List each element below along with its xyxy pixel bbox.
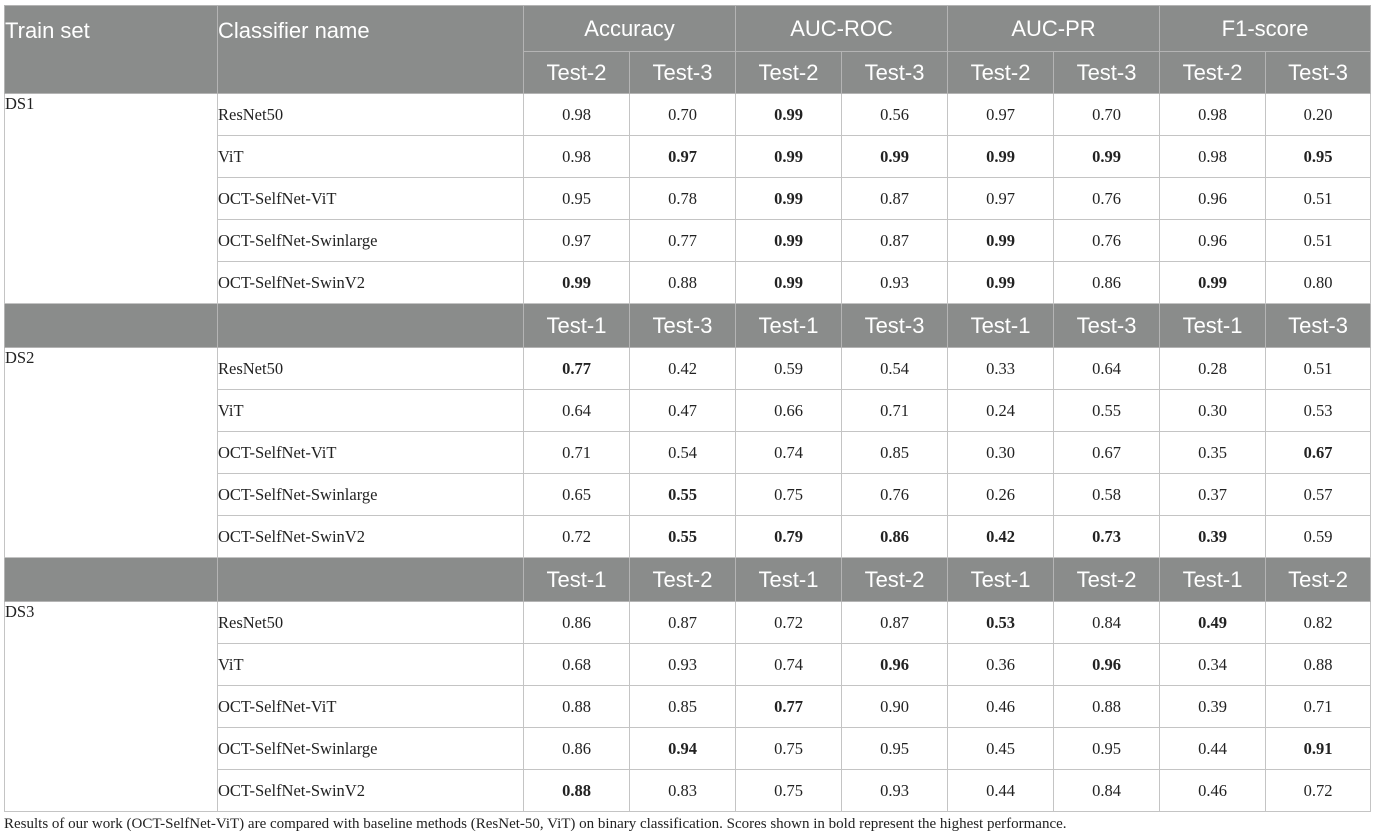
test-header-cell: Test-3 (1054, 304, 1160, 348)
score-cell: 0.86 (524, 602, 630, 644)
score-cell: 0.67 (1054, 432, 1160, 474)
score-cell: 0.96 (1054, 644, 1160, 686)
test-header-cell: Test-2 (524, 52, 630, 94)
score-cell: 0.47 (630, 390, 736, 432)
score-cell: 0.88 (524, 770, 630, 812)
score-cell: 0.77 (524, 348, 630, 390)
score-cell: 0.99 (736, 94, 842, 136)
score-cell: 0.55 (630, 474, 736, 516)
table-caption: Results of our work (OCT-SelfNet-ViT) are compared with baseline methods (ResNet-50, ViT) on binary classification. Scores shown in bold represent the highest performance. (4, 816, 1067, 832)
score-cell: 0.96 (842, 644, 948, 686)
score-cell: 0.39 (1160, 686, 1266, 728)
test-header-cell: Test-1 (948, 304, 1054, 348)
score-cell: 0.71 (1266, 686, 1371, 728)
empty-header-cell (218, 558, 524, 602)
score-cell: 0.70 (630, 94, 736, 136)
train-set-cell: DS2 (5, 348, 218, 558)
score-cell: 0.58 (1054, 474, 1160, 516)
test-header-cell: Test-1 (524, 558, 630, 602)
score-cell: 0.71 (524, 432, 630, 474)
score-cell: 0.44 (1160, 728, 1266, 770)
score-cell: 0.99 (948, 136, 1054, 178)
classifier-name-cell: ViT (218, 390, 524, 432)
score-cell: 0.87 (842, 178, 948, 220)
score-cell: 0.85 (842, 432, 948, 474)
score-cell: 0.77 (736, 686, 842, 728)
score-cell: 0.99 (948, 220, 1054, 262)
score-cell: 0.85 (630, 686, 736, 728)
score-cell: 0.70 (1054, 94, 1160, 136)
score-cell: 0.72 (736, 602, 842, 644)
score-cell: 0.53 (1266, 390, 1371, 432)
score-cell: 0.53 (948, 602, 1054, 644)
score-cell: 0.55 (1054, 390, 1160, 432)
score-cell: 0.98 (1160, 136, 1266, 178)
empty-header-cell (218, 304, 524, 348)
score-cell: 0.82 (1266, 602, 1371, 644)
score-cell: 0.44 (948, 770, 1054, 812)
score-cell: 0.87 (842, 220, 948, 262)
score-cell: 0.80 (1266, 262, 1371, 304)
score-cell: 0.99 (524, 262, 630, 304)
header-metric-accuracy: Accuracy (524, 6, 736, 52)
score-cell: 0.39 (1160, 516, 1266, 558)
score-cell: 0.83 (630, 770, 736, 812)
score-cell: 0.26 (948, 474, 1054, 516)
score-cell: 0.56 (842, 94, 948, 136)
score-cell: 0.99 (736, 262, 842, 304)
score-cell: 0.84 (1054, 770, 1160, 812)
score-cell: 0.99 (948, 262, 1054, 304)
score-cell: 0.73 (1054, 516, 1160, 558)
header-metric-auc-pr: AUC-PR (948, 6, 1160, 52)
test-header-cell: Test-2 (1160, 52, 1266, 94)
score-cell: 0.86 (842, 516, 948, 558)
classifier-name-cell: ViT (218, 136, 524, 178)
score-cell: 0.46 (1160, 770, 1266, 812)
score-cell: 0.55 (630, 516, 736, 558)
score-cell: 0.20 (1266, 94, 1371, 136)
score-cell: 0.98 (1160, 94, 1266, 136)
score-cell: 0.93 (842, 262, 948, 304)
header-metric-f1-score: F1-score (1160, 6, 1371, 52)
test-header-row (5, 304, 1371, 348)
score-cell: 0.88 (630, 262, 736, 304)
score-cell: 0.34 (1160, 644, 1266, 686)
score-cell: 0.57 (1266, 474, 1371, 516)
score-cell: 0.94 (630, 728, 736, 770)
classifier-name-cell: ViT (218, 644, 524, 686)
score-cell: 0.98 (524, 136, 630, 178)
score-cell: 0.64 (524, 390, 630, 432)
score-cell: 0.99 (1054, 136, 1160, 178)
score-cell: 0.72 (1266, 770, 1371, 812)
score-cell: 0.76 (842, 474, 948, 516)
score-cell: 0.59 (1266, 516, 1371, 558)
score-cell: 0.72 (524, 516, 630, 558)
score-cell: 0.98 (524, 94, 630, 136)
header-train-set: Train set (5, 6, 218, 94)
score-cell: 0.78 (630, 178, 736, 220)
score-cell: 0.77 (630, 220, 736, 262)
test-header-cell: Test-2 (842, 558, 948, 602)
classifier-name-cell: OCT-SelfNet-ViT (218, 686, 524, 728)
score-cell: 0.79 (736, 516, 842, 558)
train-set-cell: DS3 (5, 602, 218, 812)
classifier-name-cell: OCT-SelfNet-Swinlarge (218, 728, 524, 770)
score-cell: 0.97 (524, 220, 630, 262)
score-cell: 0.35 (1160, 432, 1266, 474)
score-cell: 0.49 (1160, 602, 1266, 644)
classifier-name-cell: ResNet50 (218, 348, 524, 390)
score-cell: 0.75 (736, 728, 842, 770)
test-header-cell: Test-1 (736, 558, 842, 602)
score-cell: 0.76 (1054, 178, 1160, 220)
score-cell: 0.67 (1266, 432, 1371, 474)
score-cell: 0.97 (630, 136, 736, 178)
score-cell: 0.91 (1266, 728, 1371, 770)
score-cell: 0.99 (736, 220, 842, 262)
classifier-name-cell: OCT-SelfNet-ViT (218, 178, 524, 220)
score-cell: 0.86 (524, 728, 630, 770)
test-header-cell: Test-3 (842, 52, 948, 94)
classifier-name-cell: OCT-SelfNet-ViT (218, 432, 524, 474)
score-cell: 0.95 (842, 728, 948, 770)
score-cell: 0.42 (948, 516, 1054, 558)
test-header-cell: Test-2 (1266, 558, 1371, 602)
score-cell: 0.96 (1160, 178, 1266, 220)
test-header-row (5, 558, 1371, 602)
score-cell: 0.28 (1160, 348, 1266, 390)
score-cell: 0.24 (948, 390, 1054, 432)
score-cell: 0.87 (630, 602, 736, 644)
score-cell: 0.97 (948, 94, 1054, 136)
classifier-name-cell: OCT-SelfNet-SwinV2 (218, 516, 524, 558)
score-cell: 0.86 (1054, 262, 1160, 304)
header-row (5, 6, 1371, 52)
score-cell: 0.64 (1054, 348, 1160, 390)
score-cell: 0.95 (524, 178, 630, 220)
score-cell: 0.97 (948, 178, 1054, 220)
score-cell: 0.88 (1054, 686, 1160, 728)
empty-header-cell (5, 558, 218, 602)
score-cell: 0.88 (1266, 644, 1371, 686)
score-cell: 0.76 (1054, 220, 1160, 262)
score-cell: 0.87 (842, 602, 948, 644)
classifier-name-cell: ResNet50 (218, 94, 524, 136)
test-header-cell: Test-1 (524, 304, 630, 348)
score-cell: 0.93 (842, 770, 948, 812)
table-body (5, 6, 1371, 812)
test-header-cell: Test-1 (736, 304, 842, 348)
test-header-cell: Test-2 (1054, 558, 1160, 602)
test-header-cell: Test-3 (842, 304, 948, 348)
score-cell: 0.95 (1266, 136, 1371, 178)
test-header-cell: Test-3 (1266, 304, 1371, 348)
train-set-cell: DS1 (5, 94, 218, 304)
header-classifier-name: Classifier name (218, 6, 524, 94)
score-cell: 0.51 (1266, 178, 1371, 220)
score-cell: 0.51 (1266, 348, 1371, 390)
score-cell: 0.99 (736, 178, 842, 220)
score-cell: 0.59 (736, 348, 842, 390)
score-cell: 0.45 (948, 728, 1054, 770)
score-cell: 0.37 (1160, 474, 1266, 516)
test-header-cell: Test-2 (630, 558, 736, 602)
score-cell: 0.68 (524, 644, 630, 686)
score-cell: 0.93 (630, 644, 736, 686)
table-row (5, 94, 1371, 136)
score-cell: 0.84 (1054, 602, 1160, 644)
header-metric-auc-roc: AUC-ROC (736, 6, 948, 52)
score-cell: 0.54 (842, 348, 948, 390)
test-header-cell: Test-2 (736, 52, 842, 94)
classifier-name-cell: OCT-SelfNet-SwinV2 (218, 770, 524, 812)
classifier-name-cell: ResNet50 (218, 602, 524, 644)
score-cell: 0.75 (736, 474, 842, 516)
score-cell: 0.88 (524, 686, 630, 728)
table-row (5, 602, 1371, 644)
empty-header-cell (5, 304, 218, 348)
score-cell: 0.66 (736, 390, 842, 432)
score-cell: 0.99 (1160, 262, 1266, 304)
score-cell: 0.74 (736, 644, 842, 686)
score-cell: 0.51 (1266, 220, 1371, 262)
score-cell: 0.65 (524, 474, 630, 516)
test-header-cell: Test-1 (1160, 558, 1266, 602)
score-cell: 0.42 (630, 348, 736, 390)
score-cell: 0.95 (1054, 728, 1160, 770)
score-cell: 0.46 (948, 686, 1054, 728)
test-header-cell: Test-3 (630, 52, 736, 94)
test-header-cell: Test-1 (948, 558, 1054, 602)
score-cell: 0.99 (842, 136, 948, 178)
test-header-cell: Test-3 (1266, 52, 1371, 94)
classifier-name-cell: OCT-SelfNet-Swinlarge (218, 220, 524, 262)
score-cell: 0.74 (736, 432, 842, 474)
test-header-cell: Test-3 (630, 304, 736, 348)
classifier-name-cell: OCT-SelfNet-Swinlarge (218, 474, 524, 516)
score-cell: 0.71 (842, 390, 948, 432)
classifier-name-cell: OCT-SelfNet-SwinV2 (218, 262, 524, 304)
score-cell: 0.33 (948, 348, 1054, 390)
table-row (5, 348, 1371, 390)
score-cell: 0.30 (948, 432, 1054, 474)
score-cell: 0.54 (630, 432, 736, 474)
score-cell: 0.75 (736, 770, 842, 812)
score-cell: 0.30 (1160, 390, 1266, 432)
score-cell: 0.99 (736, 136, 842, 178)
score-cell: 0.36 (948, 644, 1054, 686)
test-header-cell: Test-2 (948, 52, 1054, 94)
score-cell: 0.90 (842, 686, 948, 728)
test-header-cell: Test-3 (1054, 52, 1160, 94)
results-table (4, 5, 1371, 812)
test-header-cell: Test-1 (1160, 304, 1266, 348)
score-cell: 0.96 (1160, 220, 1266, 262)
